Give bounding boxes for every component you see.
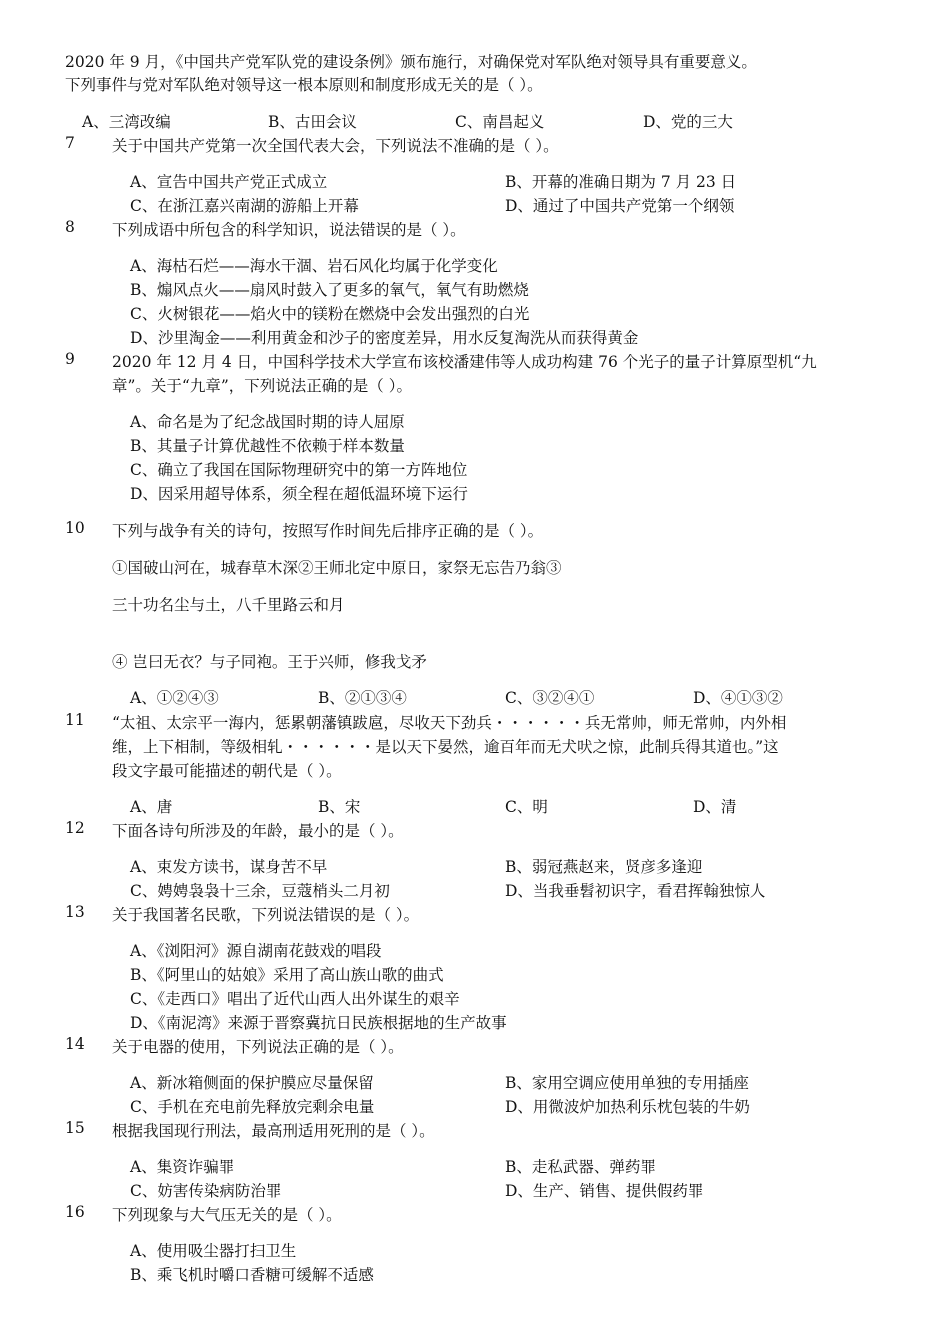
option-d: D、沙里淘金——利用黄金和沙子的密度差异，用水反复淘洗从而获得黄金 [130, 329, 639, 347]
option-c: C、明 [505, 798, 548, 816]
option-a: A、《浏阳河》源自湖南花鼓戏的唱段 [130, 942, 382, 960]
option-d: D、《南泥湾》来源于晋察冀抗日民族根据地的生产故事 [130, 1014, 507, 1032]
question-stem-line-3: 段文字最可能描述的朝代是（ ）。 [112, 762, 342, 780]
option-a: A、海枯石烂——海水干涸、岩石风化均属于化学变化 [130, 257, 498, 275]
question-number: 7 [65, 134, 75, 152]
question-stem: 关于中国共产党第一次全国代表大会，下列说法不准确的是（ ）。 [112, 137, 559, 155]
question-stem-line-1: 2020 年 12 月 4 日，中国科学技术大学宣布该校潘建伟等人成功构建 76 个光子的量子计算原型机“九 [112, 353, 817, 371]
question-stem-line-1: “太祖、太宗平一海内，惩累朝藩镇跋扈，尽收天下劲兵・・・・・・兵无常帅，师无常帅，内外相 [112, 714, 787, 732]
question-number: 12 [65, 819, 85, 837]
option-b: B、《阿里山的姑娘》采用了高山族山歌的曲式 [130, 966, 444, 984]
question-stem-line-2: 维，上下相制，等级相轧・・・・・・是以天下晏然，逾百年而无犬吠之惊，此制兵得其道也。”这 [112, 738, 779, 756]
option-c: C、在浙江嘉兴南湖的游船上开幕 [130, 197, 359, 215]
option-d: D、生产、销售、提供假药罪 [505, 1182, 704, 1200]
poem-line-2: 三十功名尘与土，八千里路云和月 [112, 596, 345, 614]
option-c: C、火树银花——焰火中的镁粉在燃烧中会发出强烈的白光 [130, 305, 530, 323]
option-d: D、清 [693, 798, 737, 816]
question-stem: 下列现象与大气压无关的是（ ）。 [112, 1206, 342, 1224]
question-stem: 下列与战争有关的诗句，按照写作时间先后排序正确的是（ ）。 [112, 522, 544, 540]
question-number: 8 [65, 218, 75, 236]
option-a: A、①②④③ [130, 689, 219, 707]
question-number: 16 [65, 1203, 85, 1221]
option-c: C、手机在充电前先释放完剩余电量 [130, 1098, 375, 1116]
question-stem: 关于电器的使用，下列说法正确的是（ ）。 [112, 1038, 404, 1056]
option-b: B、开幕的准确日期为 7 月 23 日 [505, 173, 737, 191]
option-b: B、宋 [318, 798, 361, 816]
poem-line-3: ④ 岂曰无衣？与子同袍。王于兴师，修我戈矛 [112, 653, 427, 671]
question-number: 14 [65, 1035, 85, 1053]
question-number: 10 [65, 519, 85, 537]
option-c: C、《走西口》唱出了近代山西人出外谋生的艰辛 [130, 990, 460, 1008]
intro-option-b: B、古田会议 [268, 113, 357, 131]
option-c: C、妨害传染病防治罪 [130, 1182, 282, 1200]
question-number: 15 [65, 1119, 85, 1137]
question-stem-line-2: 章”。关于“九章”，下列说法正确的是（ ）。 [112, 377, 412, 395]
intro-line-1: 2020 年 9 月，《中国共产党军队党的建设条例》颁布施行，对确保党对军队绝对领导具有重要意义。 [65, 53, 757, 71]
option-d: D、用微波炉加热利乐枕包装的牛奶 [505, 1098, 750, 1116]
option-c: C、确立了我国在国际物理研究中的第一方阵地位 [130, 461, 468, 479]
intro-option-d: D、党的三大 [643, 113, 733, 131]
intro-line-2: 下列事件与党对军队绝对领导这一根本原则和制度形成无关的是（ ）。 [65, 76, 543, 94]
option-d: D、因采用超导体系，须全程在超低温环境下运行 [130, 485, 468, 503]
option-d: D、④①③② [693, 689, 783, 707]
option-b: B、②①③④ [318, 689, 407, 707]
option-a: A、使用吸尘器打扫卫生 [130, 1242, 297, 1260]
question-stem: 关于我国著名民歌，下列说法错误的是（ ）。 [112, 906, 420, 924]
option-d: D、当我垂髫初识字，看君挥翰独惊人 [505, 882, 766, 900]
option-a: A、命名是为了纪念战国时期的诗人屈原 [130, 413, 405, 431]
intro-option-c: C、南昌起义 [455, 113, 545, 131]
question-stem: 根据我国现行刑法，最高刑适用死刑的是（ ）。 [112, 1122, 435, 1140]
option-b: B、家用空调应使用单独的专用插座 [505, 1074, 749, 1092]
option-b: B、走私武器、弹药罪 [505, 1158, 656, 1176]
question-number: 13 [65, 903, 85, 921]
question-number: 9 [65, 350, 75, 368]
option-c: C、③②④① [505, 689, 595, 707]
option-b: B、其量子计算优越性不依赖于样本数量 [130, 437, 405, 455]
option-b: B、煽风点火——扇风时鼓入了更多的氧气，氧气有助燃烧 [130, 281, 529, 299]
option-a: A、新冰箱侧面的保护膜应尽量保留 [130, 1074, 374, 1092]
question-stem: 下面各诗句所涉及的年龄，最小的是（ ）。 [112, 822, 404, 840]
option-b: B、弱冠燕赵来，贤彦多逢迎 [505, 858, 703, 876]
intro-option-a: A、三湾改编 [82, 113, 171, 131]
option-a: A、唐 [130, 798, 173, 816]
option-d: D、通过了中国共产党第一个纲领 [505, 197, 735, 215]
question-number: 11 [65, 711, 85, 729]
option-c: C、娉娉袅袅十三余，豆蔻梢头二月初 [130, 882, 390, 900]
option-b: B、乘飞机时嚼口香糖可缓解不适感 [130, 1266, 374, 1284]
option-a: A、宣告中国共产党正式成立 [130, 173, 328, 191]
option-a: A、集资诈骗罪 [130, 1158, 235, 1176]
option-a: A、束发方读书，谋身苦不早 [130, 858, 328, 876]
poem-line-1: ①国破山河在，城春草木深②王师北定中原日，家祭无忘告乃翁③ [112, 559, 562, 577]
question-stem: 下列成语中所包含的科学知识，说法错误的是（ ）。 [112, 221, 466, 239]
